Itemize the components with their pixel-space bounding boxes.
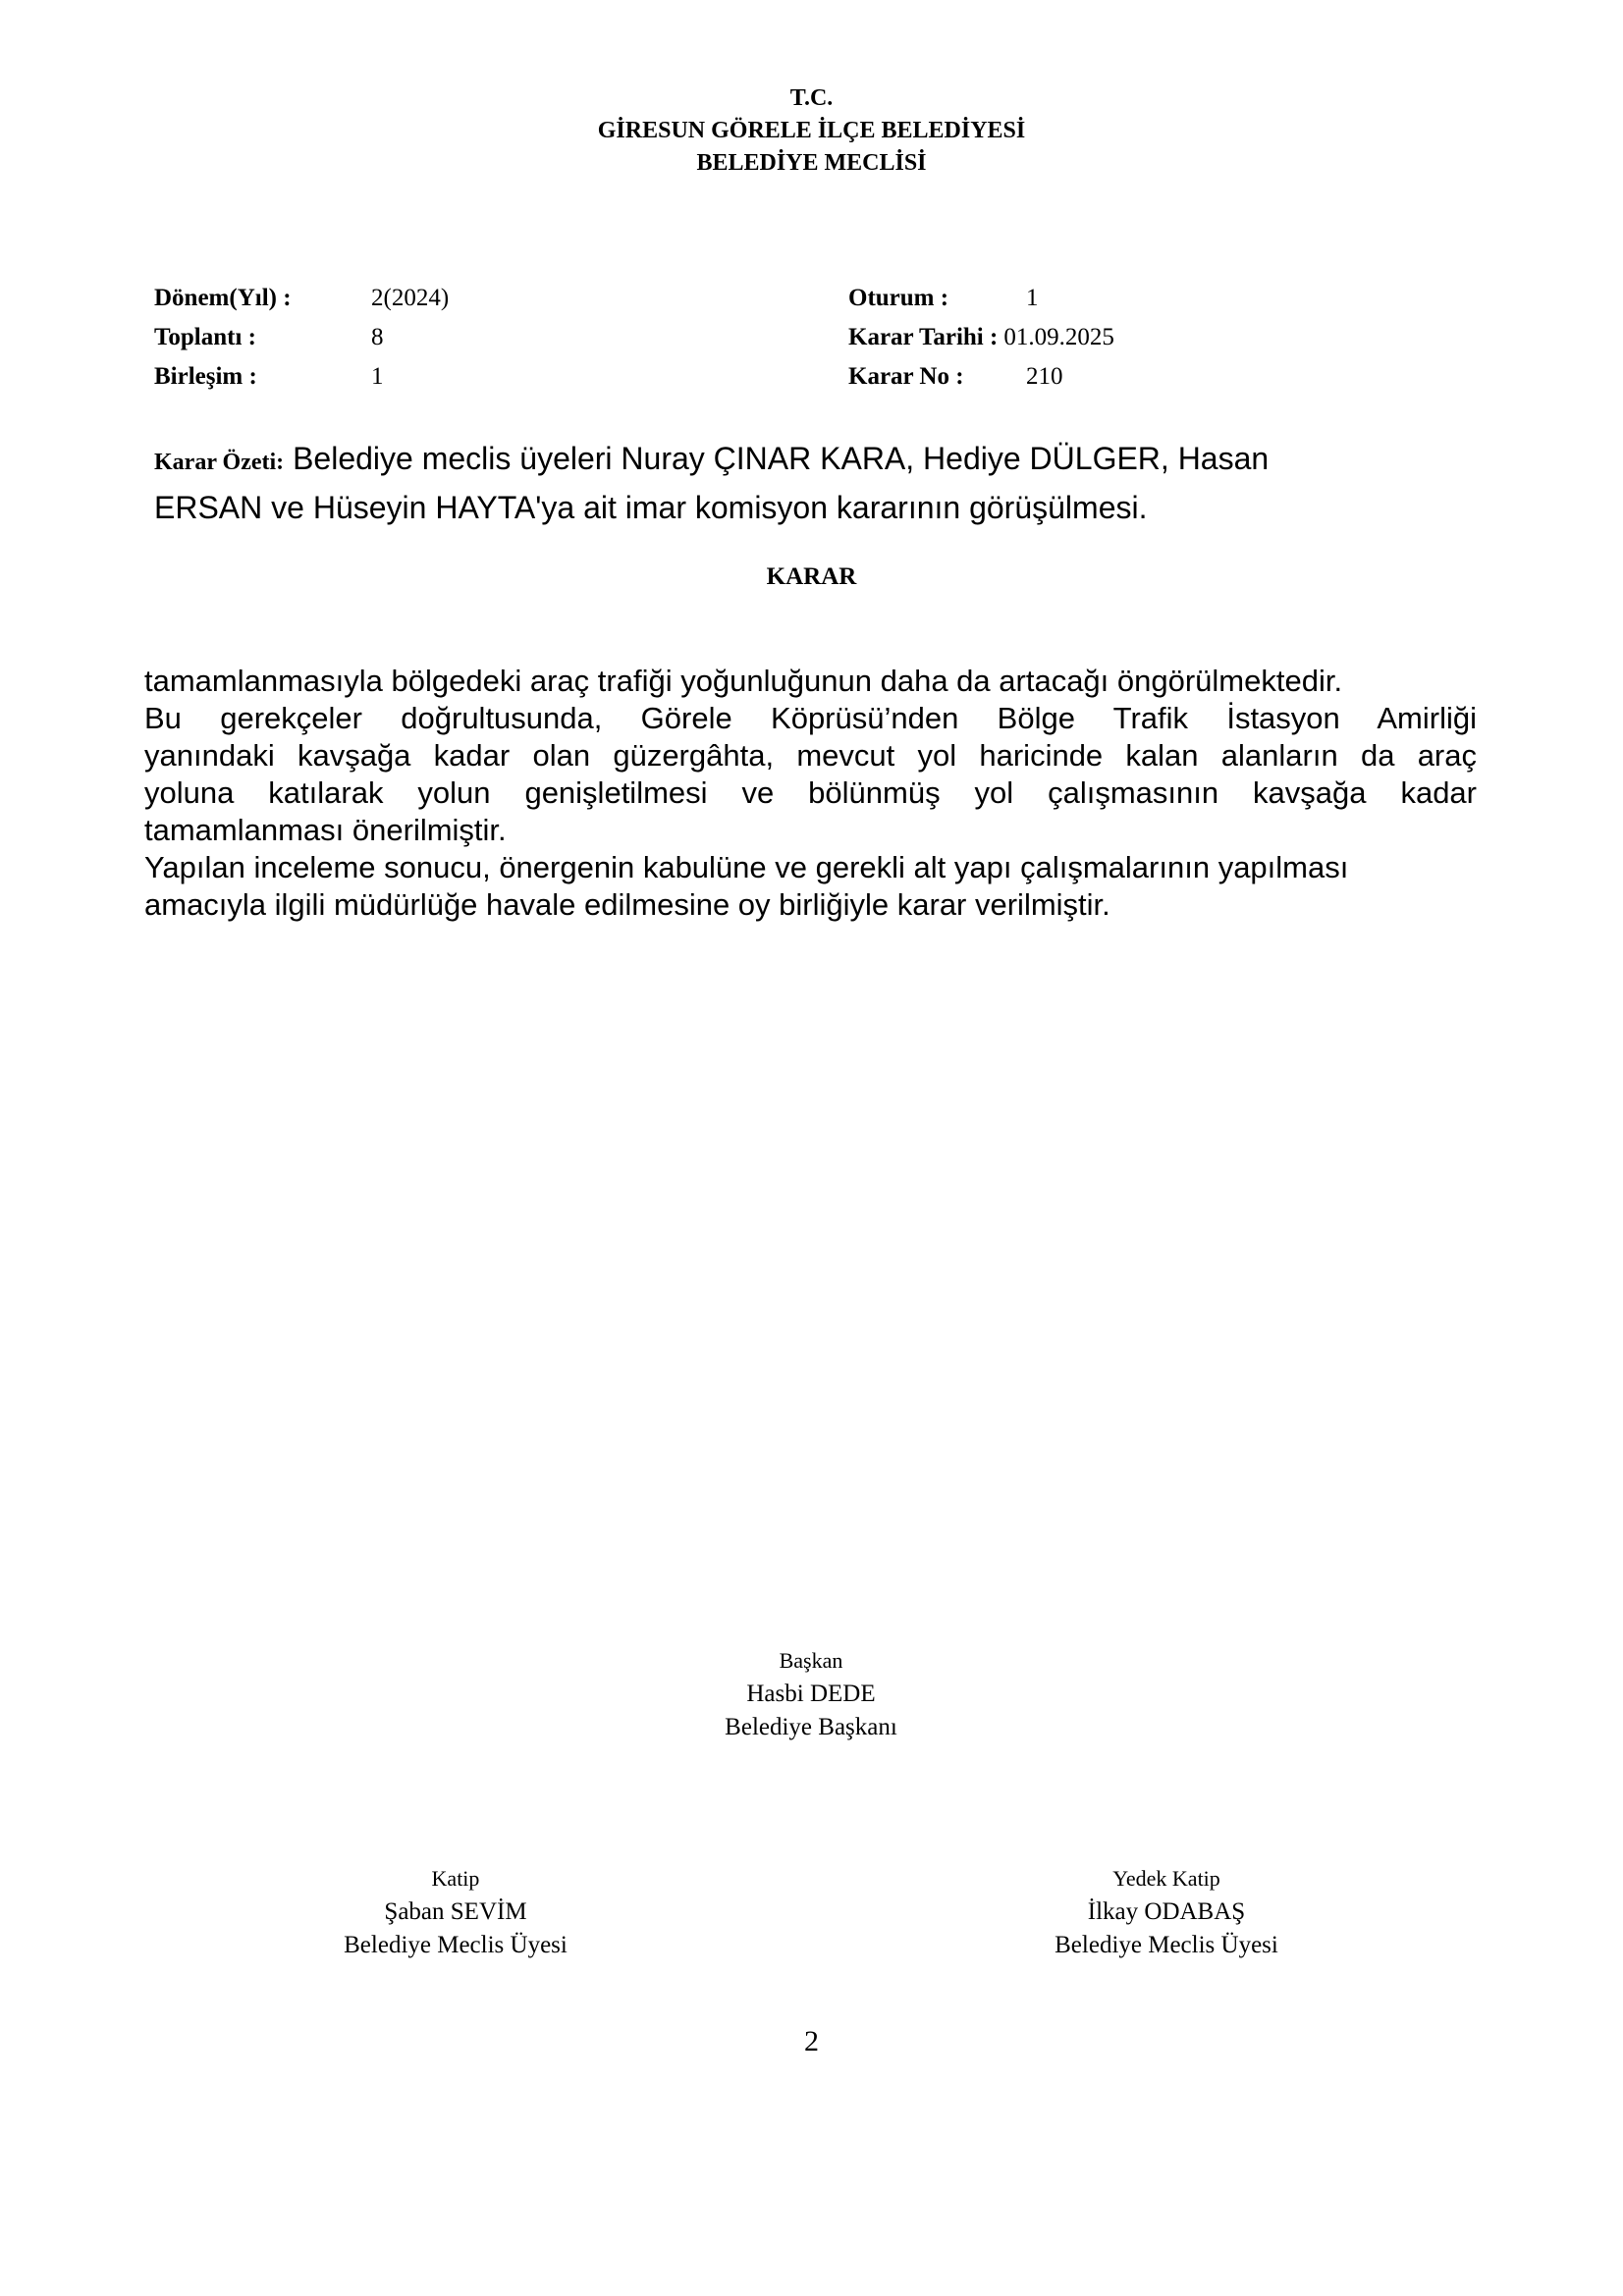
signature-president (615, 1644, 1007, 1744)
meta-row-birlesim (154, 357, 449, 397)
signature-role: Başkan (779, 1648, 843, 1673)
meta-label: Oturum : (848, 285, 949, 311)
meta-label: Toplantı : (154, 324, 256, 350)
signature-role: Yedek Katip (1112, 1866, 1220, 1891)
signature-name: İlkay ODABAŞ (1087, 1898, 1246, 1925)
meta-row-karar-no (848, 357, 1114, 397)
decision-title: KARAR (766, 563, 857, 590)
summary-line-2: ERSAN ve Hüseyin HAYTA'ya ait imar komisyon kararının görüşülmesi. (154, 490, 1148, 525)
summary-line-1 (154, 436, 1431, 485)
meta-label: Dönem(Yıl) : (154, 285, 292, 311)
body-line: yanındaki kavşağa kadar olan güzergâhta, mevcut yol haricinde kalan alanların da araç (144, 738, 1477, 773)
header-council: BELEDİYE MECLİSİ (696, 150, 927, 176)
document-header (0, 82, 1623, 180)
meta-value: 8 (371, 324, 384, 350)
header-country: T.C. (789, 85, 834, 111)
meta-value: 2(2024) (371, 285, 450, 311)
meta-row-oturum (848, 279, 1114, 318)
meta-value: 210 (1026, 363, 1063, 390)
body-line: tamamlanması önerilmiştir. (144, 813, 507, 847)
summary-text-1: Belediye meclis üyeleri Nuray ÇINAR KARA, Hediye DÜLGER, Hasan (293, 441, 1270, 476)
body-line: Bu gerekçeler doğrultusunda, Görele Köprüsü’nden Bölge Trafik İstasyon Amirliği (144, 701, 1477, 735)
header-municipality: GİRESUN GÖRELE İLÇE BELEDİYESİ (597, 118, 1026, 143)
meta-label: Karar Tarihi : (848, 324, 999, 350)
summary-label: Karar Özeti: (154, 450, 285, 475)
meta-row-toplanti (154, 318, 449, 357)
signature-yedek-katip (970, 1862, 1363, 1962)
signature-name: Hasbi DEDE (746, 1681, 876, 1707)
meta-value: 1 (1026, 285, 1039, 311)
meta-value: 01.09.2025 (1003, 324, 1114, 350)
body-line: yoluna katılarak yolun genişletilmesi ve bölünmüş yol çalışmasının kavşağa kadar (144, 775, 1477, 810)
meta-value: 1 (371, 363, 384, 390)
meta-right-block (848, 279, 1114, 397)
decision-body (144, 663, 1477, 924)
meta-row-karar-tarihi (848, 318, 1114, 357)
meta-label: Birleşim : (154, 363, 257, 390)
signature-title: Belediye Meclis Üyesi (344, 1932, 568, 1958)
signature-title: Belediye Başkanı (725, 1714, 897, 1740)
signature-name: Şaban SEVİM (384, 1898, 527, 1925)
body-line: tamamlanmasıyla bölgedeki araç trafiği yoğunluğunun daha da artacağı öngörülmektedir. (144, 664, 1343, 698)
decision-summary (154, 436, 1431, 530)
meta-label: Karar No : (848, 363, 964, 390)
body-line: amacıyla ilgili müdürlüğe havale edilmesine oy birliğiyle karar verilmiştir. (144, 887, 1110, 922)
signature-katip (259, 1862, 652, 1962)
body-line: Yapılan inceleme sonucu, önergenin kabulüne ve gerekli alt yapı çalışmalarının yapılması (144, 850, 1349, 884)
page-number: 2 (804, 2025, 819, 2057)
meta-left-block (154, 279, 449, 397)
signature-role: Katip (431, 1866, 480, 1891)
signature-title: Belediye Meclis Üyesi (1055, 1932, 1278, 1958)
meta-row-donem (154, 279, 449, 318)
